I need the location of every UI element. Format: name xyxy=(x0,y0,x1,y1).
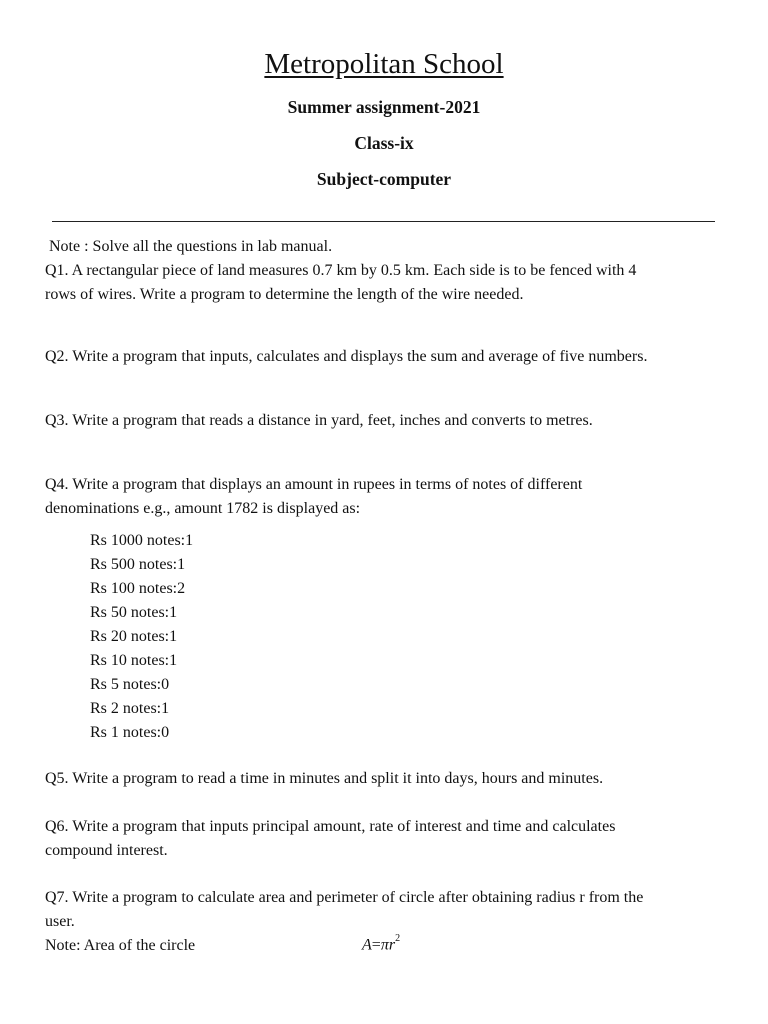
question-1-line-2: rows of wires. Write a program to determine the length of the wire needed. xyxy=(45,286,524,303)
formula-lhs: A xyxy=(362,936,372,954)
denomination-list xyxy=(90,529,193,745)
school-title: Metropolitan School xyxy=(264,48,504,80)
divider-line xyxy=(52,221,715,222)
list-item: Rs 2 notes:1 xyxy=(90,700,170,717)
list-item: Rs 50 notes:1 xyxy=(90,604,178,621)
question-5: Q5. Write a program to read a time in minutes and split it into days, hours and minutes. xyxy=(45,770,604,787)
assignment-title: Summer assignment-2021 xyxy=(287,97,481,117)
formula-exponent: 2 xyxy=(395,933,401,944)
list-item: Rs 100 notes:2 xyxy=(90,580,186,597)
question-3: Q3. Write a program that reads a distance in yard, feet, inches and converts to metres. xyxy=(45,412,593,429)
question-4-line-1: Q4. Write a program that displays an amount in rupees in terms of notes of different xyxy=(45,476,583,493)
formula-equals: = xyxy=(371,936,381,954)
lab-manual-note: Note : Solve all the questions in lab manual. xyxy=(49,238,333,255)
subject-label: Subject-computer xyxy=(316,169,452,189)
list-item: Rs 5 notes:0 xyxy=(90,676,170,693)
area-note: Note: Area of the circle xyxy=(45,937,196,954)
question-7-line-2: user. xyxy=(45,913,75,930)
question-7-line-1: Q7. Write a program to calculate area and perimeter of circle after obtaining radius r from the xyxy=(45,889,644,906)
formula-pi: π xyxy=(380,936,389,954)
area-formula xyxy=(362,935,400,954)
formula-radius: r xyxy=(388,936,396,954)
list-item: Rs 1 notes:0 xyxy=(90,724,170,741)
question-2: Q2. Write a program that inputs, calculates and displays the sum and average of five numbers. xyxy=(45,348,648,365)
question-1-line-1: Q1. A rectangular piece of land measures 0.7 km by 0.5 km. Each side is to be fenced with 4 xyxy=(45,262,637,279)
list-item: Rs 20 notes:1 xyxy=(90,628,178,645)
list-item: Rs 500 notes:1 xyxy=(90,556,186,573)
list-item: Rs 1000 notes:1 xyxy=(90,532,194,549)
question-6-line-1: Q6. Write a program that inputs principal amount, rate of interest and time and calculates xyxy=(45,818,616,835)
question-4-line-2: denominations e.g., amount 1782 is displayed as: xyxy=(45,500,361,517)
class-label: Class-ix xyxy=(354,133,414,153)
list-item: Rs 10 notes:1 xyxy=(90,652,178,669)
question-6-line-2: compound interest. xyxy=(45,842,168,859)
